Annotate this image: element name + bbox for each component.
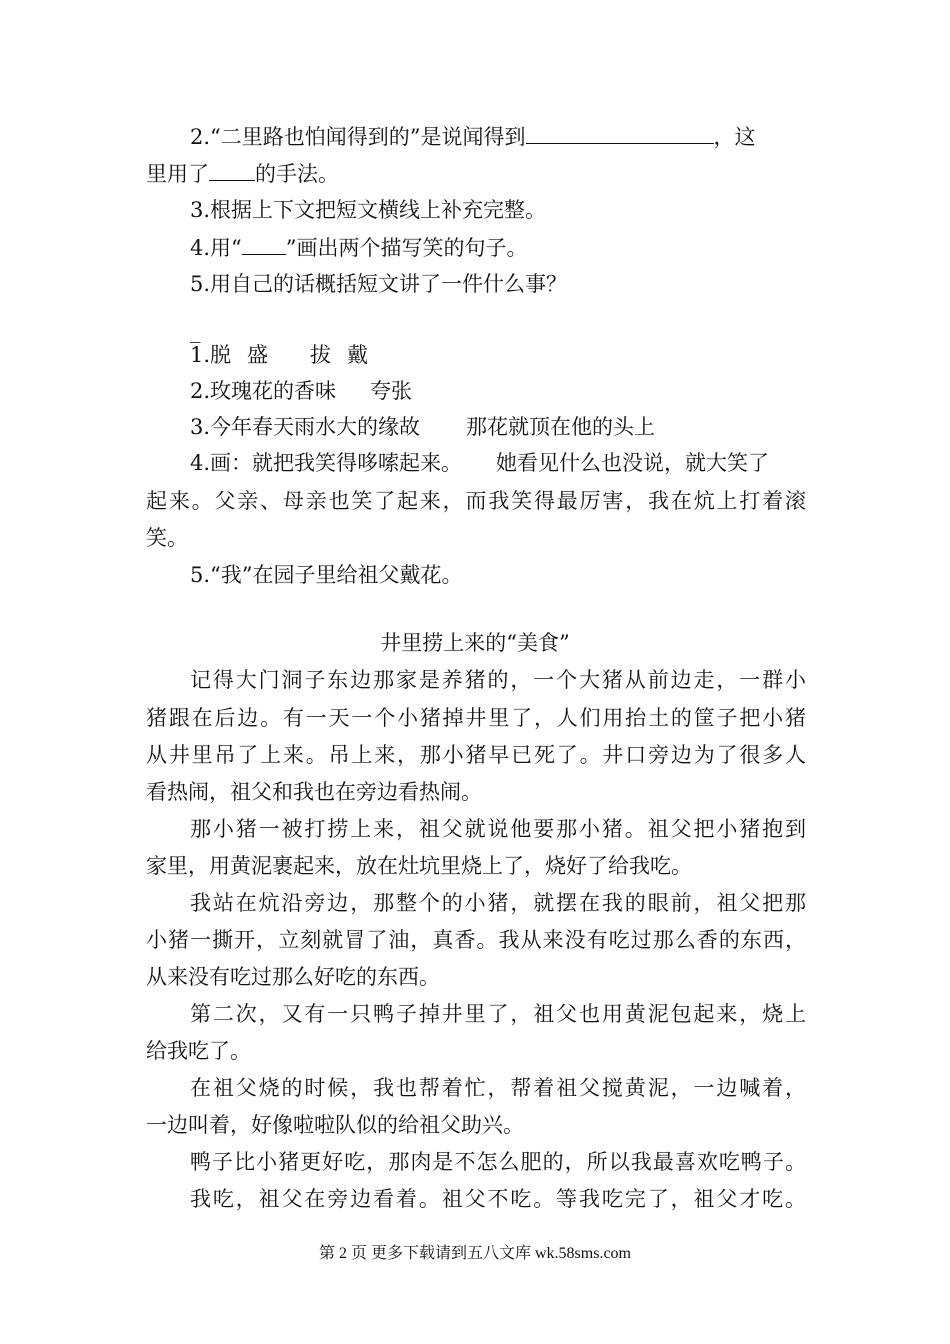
question-2-text-end: ，这 [713, 125, 756, 149]
passage-line: 一边叫着，好像啦啦队似的给祖父助兴。 [146, 1113, 524, 1137]
answer-1 [190, 340, 806, 370]
answer-1-word: 拔 [310, 343, 332, 367]
question-3: 3.根据上下文把短文横线上补充完整。 [190, 198, 547, 222]
passage-line: 那小猪一被打捞上来，祖父就说他要那小猪。祖父把小猪抱到 [190, 817, 806, 841]
passage-line: 从来没有吃过那么好吃的东西。 [146, 965, 440, 989]
question-5: 5.用自己的话概括短文讲了一件什么事？ [190, 272, 568, 296]
passage-line: 在祖父烧的时候，我也帮着忙，帮着祖父搅黄泥，一边喊着， [190, 1076, 806, 1100]
question-4-text: 4.用“ [190, 236, 242, 260]
question-4 [190, 232, 806, 263]
passage-line: 从井里吊了上来。吊上来，那小猪早已死了。井口旁边为了很多人 [146, 743, 806, 767]
answer-blank [526, 121, 714, 144]
question-2-text: 2.“二里路也怕闻得到的”是说闻得到 [190, 125, 526, 149]
passage-line: 记得大门洞子东边那家是养猪的，一个大猪从前边走，一群小 [190, 668, 806, 692]
answer-3-text-2: 那花就顶在他的头上 [466, 415, 656, 439]
passage-line: 鸭子比小猪更好吃，那肉是不怎么肥的，所以我最喜欢吃鸭子。 [190, 1150, 806, 1174]
passage-line: 家里，用黄泥裹起来，放在灶坑里烧上了，烧好了给我吃。 [146, 854, 692, 878]
page-footer: 第 2 页 更多下载请到五八文库 wk.58sms.com [318, 1245, 631, 1262]
question-2-text-cont: 里用了 [146, 162, 209, 186]
answer-4-text: 4.画：就把我笑得哆嗦起来。 [190, 451, 463, 475]
passage-line: 看热闹，祖父和我也在旁边看热闹。 [146, 780, 482, 804]
passage-line: 小猪一撕开，立刻就冒了油，真香。我从来没有吃过那么香的东西， [146, 928, 806, 952]
passage-line: 我吃，祖父在旁边看着。祖父不吃。等我吃完了，祖父才吃。 [190, 1187, 806, 1211]
question-4-text-end: ”画出两个描写笑的句子。 [285, 236, 528, 260]
passage-title: 井里捞上来的“美食” [380, 631, 570, 655]
question-2-line-1 [190, 121, 806, 152]
answer-3 [190, 412, 806, 442]
answer-2-text: 2.玫瑰花的香味 [190, 379, 337, 403]
answer-2-technique: 夸张 [370, 379, 413, 403]
answer-2 [190, 376, 806, 406]
answer-4-line-2: 起来。父亲、母亲也笑了起来，而我笑得最厉害，我在炕上打着滚 [146, 489, 806, 513]
answer-separator: _ [190, 319, 201, 343]
answer-4-line-3: 笑。 [146, 526, 188, 550]
answer-blank [209, 158, 255, 181]
answer-5: 5.“我”在园子里给祖父戴花。 [190, 563, 463, 587]
answer-1-word: 戴 [347, 343, 369, 367]
passage-line: 第二次，又有一只鸭子掉井里了，祖父也用黄泥包起来，烧上 [190, 1002, 806, 1026]
answer-1-word: 1.脱 [190, 343, 232, 367]
passage-line: 给我吃了。 [146, 1039, 251, 1063]
question-2-line-2 [146, 158, 806, 189]
answer-4-text-2: 她看见什么也没说，就大笑了 [496, 451, 770, 475]
answer-4-line-1 [190, 448, 806, 478]
passage-line: 猪跟在后边。有一天一个小猪掉井里了，人们用抬土的筐子把小猪 [146, 706, 806, 730]
question-2-text-tail: 的手法。 [255, 162, 339, 186]
underline-sample [242, 232, 286, 255]
answer-1-word: 盛 [247, 343, 269, 367]
passage-line: 我站在炕沿旁边，那整个的小猪，就摆在我的眼前，祖父把那 [190, 891, 806, 915]
answer-3-text: 3.今年春天雨水大的缘故 [190, 415, 421, 439]
